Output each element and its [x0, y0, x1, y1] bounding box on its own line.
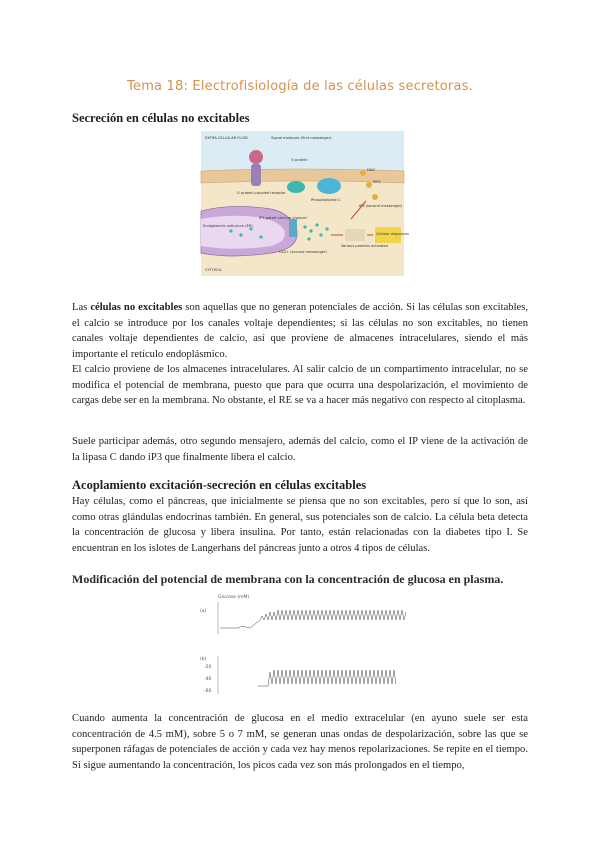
label-receptor: G protein-coupled receptor — [237, 191, 286, 195]
label-g-protein: G protein — [291, 158, 308, 162]
label-er: Endoplasmic reticulum (ER) — [203, 224, 253, 228]
label-a: (a) — [200, 609, 207, 614]
label-plc: Phospholipase C — [311, 198, 341, 202]
label-glucose-axis: Glucose (mM) — [218, 595, 250, 600]
label-mv-top: -20 — [204, 665, 212, 670]
g-protein-coupled-receptor — [251, 164, 261, 186]
dag-molecule — [360, 170, 366, 176]
phospholipase-c — [317, 178, 341, 194]
label-ip3-channel: IP3-gated calcium channel — [259, 216, 307, 220]
label-b: (b) — [200, 657, 207, 662]
membrane-potential-traces — [198, 590, 410, 700]
trace-a — [220, 610, 406, 628]
label-signal: Signal molecule (first messenger) — [271, 136, 332, 140]
label-ip3: IP3 (second messenger) — [359, 204, 403, 208]
label-mv-mid: -40 — [204, 677, 212, 682]
label-cytosol: CYTOSOL — [205, 268, 222, 272]
label-response: Cellular responses — [376, 232, 410, 236]
section-heading-excitation-secretion: Acoplamiento excitación-secreción en células excitables — [72, 478, 367, 492]
g-protein — [287, 181, 305, 193]
label-pip2: PIP2 — [373, 180, 381, 184]
paragraph-glucose-depolarization: Cuando aumenta la concentración de glucosa en el medio extracelular (en ayuno suele ser esta concentración de 4.5 mM), sobre 5 o 7 mM, se generan unas ondas de despolarización, sobre las que se superponen ráfagas de potenciales de acción y cada vez hay menos repolarizaciones. Se repite en el tiempo. Si sigue aumentando la concentración, los picos cada vez son más prolongados en el tiempo, — [72, 713, 528, 771]
para1-post: son aquellas que no generan potenciales de acción. Si las células son excitables, el calcio se introduce por los canales voltaje dependientes; si las células no son excitables, no tienen canales voltaje dependientes de calcio, así que proviene de almacenes intracelulares, siendo el más importante el retículo endoplásmico. — [72, 302, 528, 360]
label-ca: Ca2+ (second messenger) — [279, 250, 327, 254]
section-heading-non-excitable: Secreción en células no excitables — [72, 111, 250, 125]
ip3-molecule — [372, 194, 378, 200]
pip2-molecule — [366, 182, 372, 188]
label-extracellular: EXTRA-CELLULAR FLUID — [205, 136, 248, 140]
label-proteins: Various proteins activated — [341, 244, 388, 248]
label-mv-bot: -60 — [204, 689, 212, 694]
paragraph-pancreas-beta-cells: Hay células, como el páncreas, que inicialmente se piensa que no son excitables, pero sí que lo son, así como otras glándulas endocrinas también. En general, sus potenciales son de calcio. La célula beta detecta la concentración de glucosa y libera insulina. Por tanto, están relacionadas con la diabetes tipo I. Se encuentran en los islotes de Langerhans del páncreas junto a otros 4 tipos de células. — [72, 496, 528, 554]
para1-bold: células no excitables — [90, 302, 183, 313]
paragraph-non-excitable-cells — [72, 300, 528, 362]
para1-pre: Las — [72, 302, 91, 313]
signal-molecule — [249, 150, 263, 164]
section-heading-glucose-potential: Modificación del potencial de membrana con la concentración de glucosa en plasma. — [72, 572, 504, 586]
proteins-box — [345, 229, 365, 241]
label-dag: DAG — [367, 168, 375, 172]
trace-b — [258, 670, 396, 686]
paragraph-calcium-stores: El calcio proviene de los almacenes intracelulares. Al salir calcio de un compartimento intracelular, no se modifica el potencial de membrana, puesto que para que ocurra una despolarización, el movimiento de cargas debe ser en la membrana. No obstante, el RE se va a hacer más negativo con respecto al citoplasma. — [72, 364, 528, 407]
paragraph-second-messenger: Suele participar además, otro segundo mensajero, además del calcio, como el IP viene de la activación de la lipasa C dando iP3 que finalmente libera el calcio. — [72, 436, 528, 463]
page-title: Tema 18: Electrofisiología de las células secretoras. — [127, 79, 473, 94]
ip3-calcium-signalling-diagram — [201, 131, 410, 276]
ip3-gated-channel — [289, 219, 297, 237]
